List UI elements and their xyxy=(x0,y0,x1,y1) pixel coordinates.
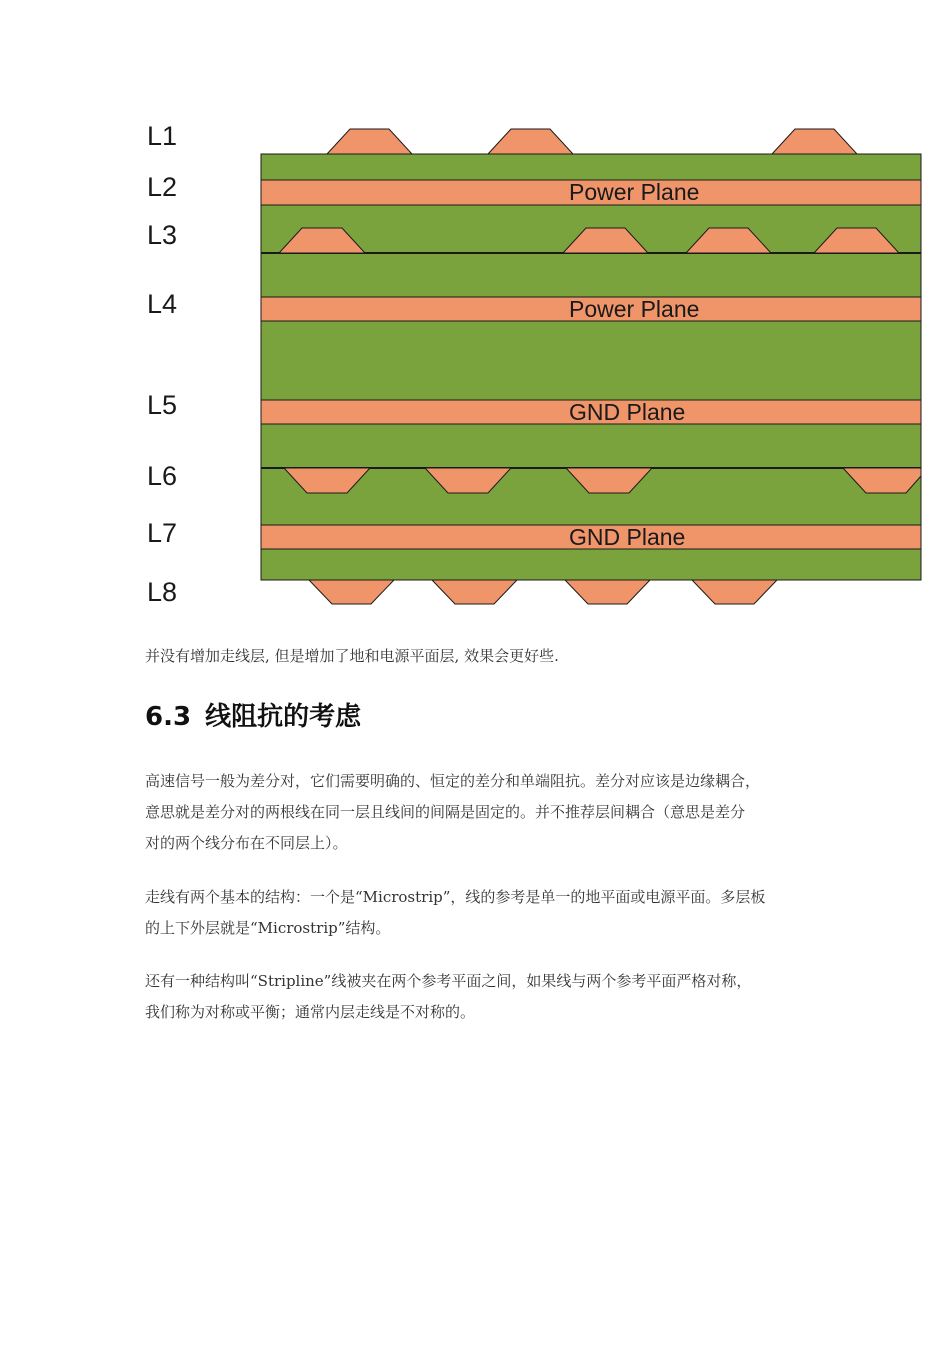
l8-trace xyxy=(692,580,777,604)
dielectric-body xyxy=(261,154,921,580)
paragraph-microstrip xyxy=(145,882,825,944)
layer-label-l3: L3 xyxy=(147,220,178,250)
paragraph-line: 我们称为对称或平衡；通常内层走线是不对称的。 xyxy=(145,1003,476,1021)
paragraph-line: 高速信号一般为差分对，它们需要明确的、恒定的差分和单端阻抗。差分对应该是边缘耦合， xyxy=(145,772,761,790)
l1-trace xyxy=(772,129,857,154)
layer-label-l7: L7 xyxy=(147,518,178,548)
section-title-text: 线阻抗的考虑 xyxy=(205,702,362,732)
l8-trace xyxy=(565,580,650,604)
diagram-caption: 并没有增加走线层, 但是增加了地和电源平面层, 效果会更好些. xyxy=(145,647,559,665)
l7-plane-label: GND Plane xyxy=(569,524,686,550)
paragraph-line: 对的两个线分布在不同层上）。 xyxy=(145,834,348,852)
l5-plane-label: GND Plane xyxy=(569,399,686,425)
l4-plane-label: Power Plane xyxy=(569,296,700,322)
paragraph-line: 还有一种结构叫“Stripline”线被夹在两个参考平面之间，如果线与两个参考平面严格对称， xyxy=(145,972,752,990)
l2-plane-label: Power Plane xyxy=(569,179,700,205)
paragraph-differential-pairs xyxy=(145,766,825,859)
paragraph-line: 的上下外层就是“Microstrip”结构。 xyxy=(145,919,391,937)
layer-label-l2: L2 xyxy=(147,172,178,202)
pcb-stackup-diagram xyxy=(0,0,950,620)
l1-trace xyxy=(488,129,573,154)
layer-label-l5: L5 xyxy=(147,390,178,420)
layer-label-l4: L4 xyxy=(147,289,178,319)
paragraph-line: 意思就是差分对的两根线在同一层且线间的间隔是固定的。并不推荐层间耦合（意思是差分 xyxy=(145,803,746,821)
paragraph-stripline xyxy=(145,966,825,1028)
l8-traces xyxy=(309,580,777,604)
l1-traces xyxy=(327,129,857,154)
layer-label-l1: L1 xyxy=(147,121,178,151)
section-number: 6.3 xyxy=(145,702,192,732)
l8-trace xyxy=(432,580,517,604)
layer-label-l6: L6 xyxy=(147,461,178,491)
l1-trace xyxy=(327,129,412,154)
section-heading xyxy=(145,696,361,733)
l8-trace xyxy=(309,580,394,604)
paragraph-line: 走线有两个基本的结构：一个是“Microstrip”，线的参考是单一的地平面或电源平面。多层板 xyxy=(145,888,766,906)
layer-label-l8: L8 xyxy=(147,577,178,607)
